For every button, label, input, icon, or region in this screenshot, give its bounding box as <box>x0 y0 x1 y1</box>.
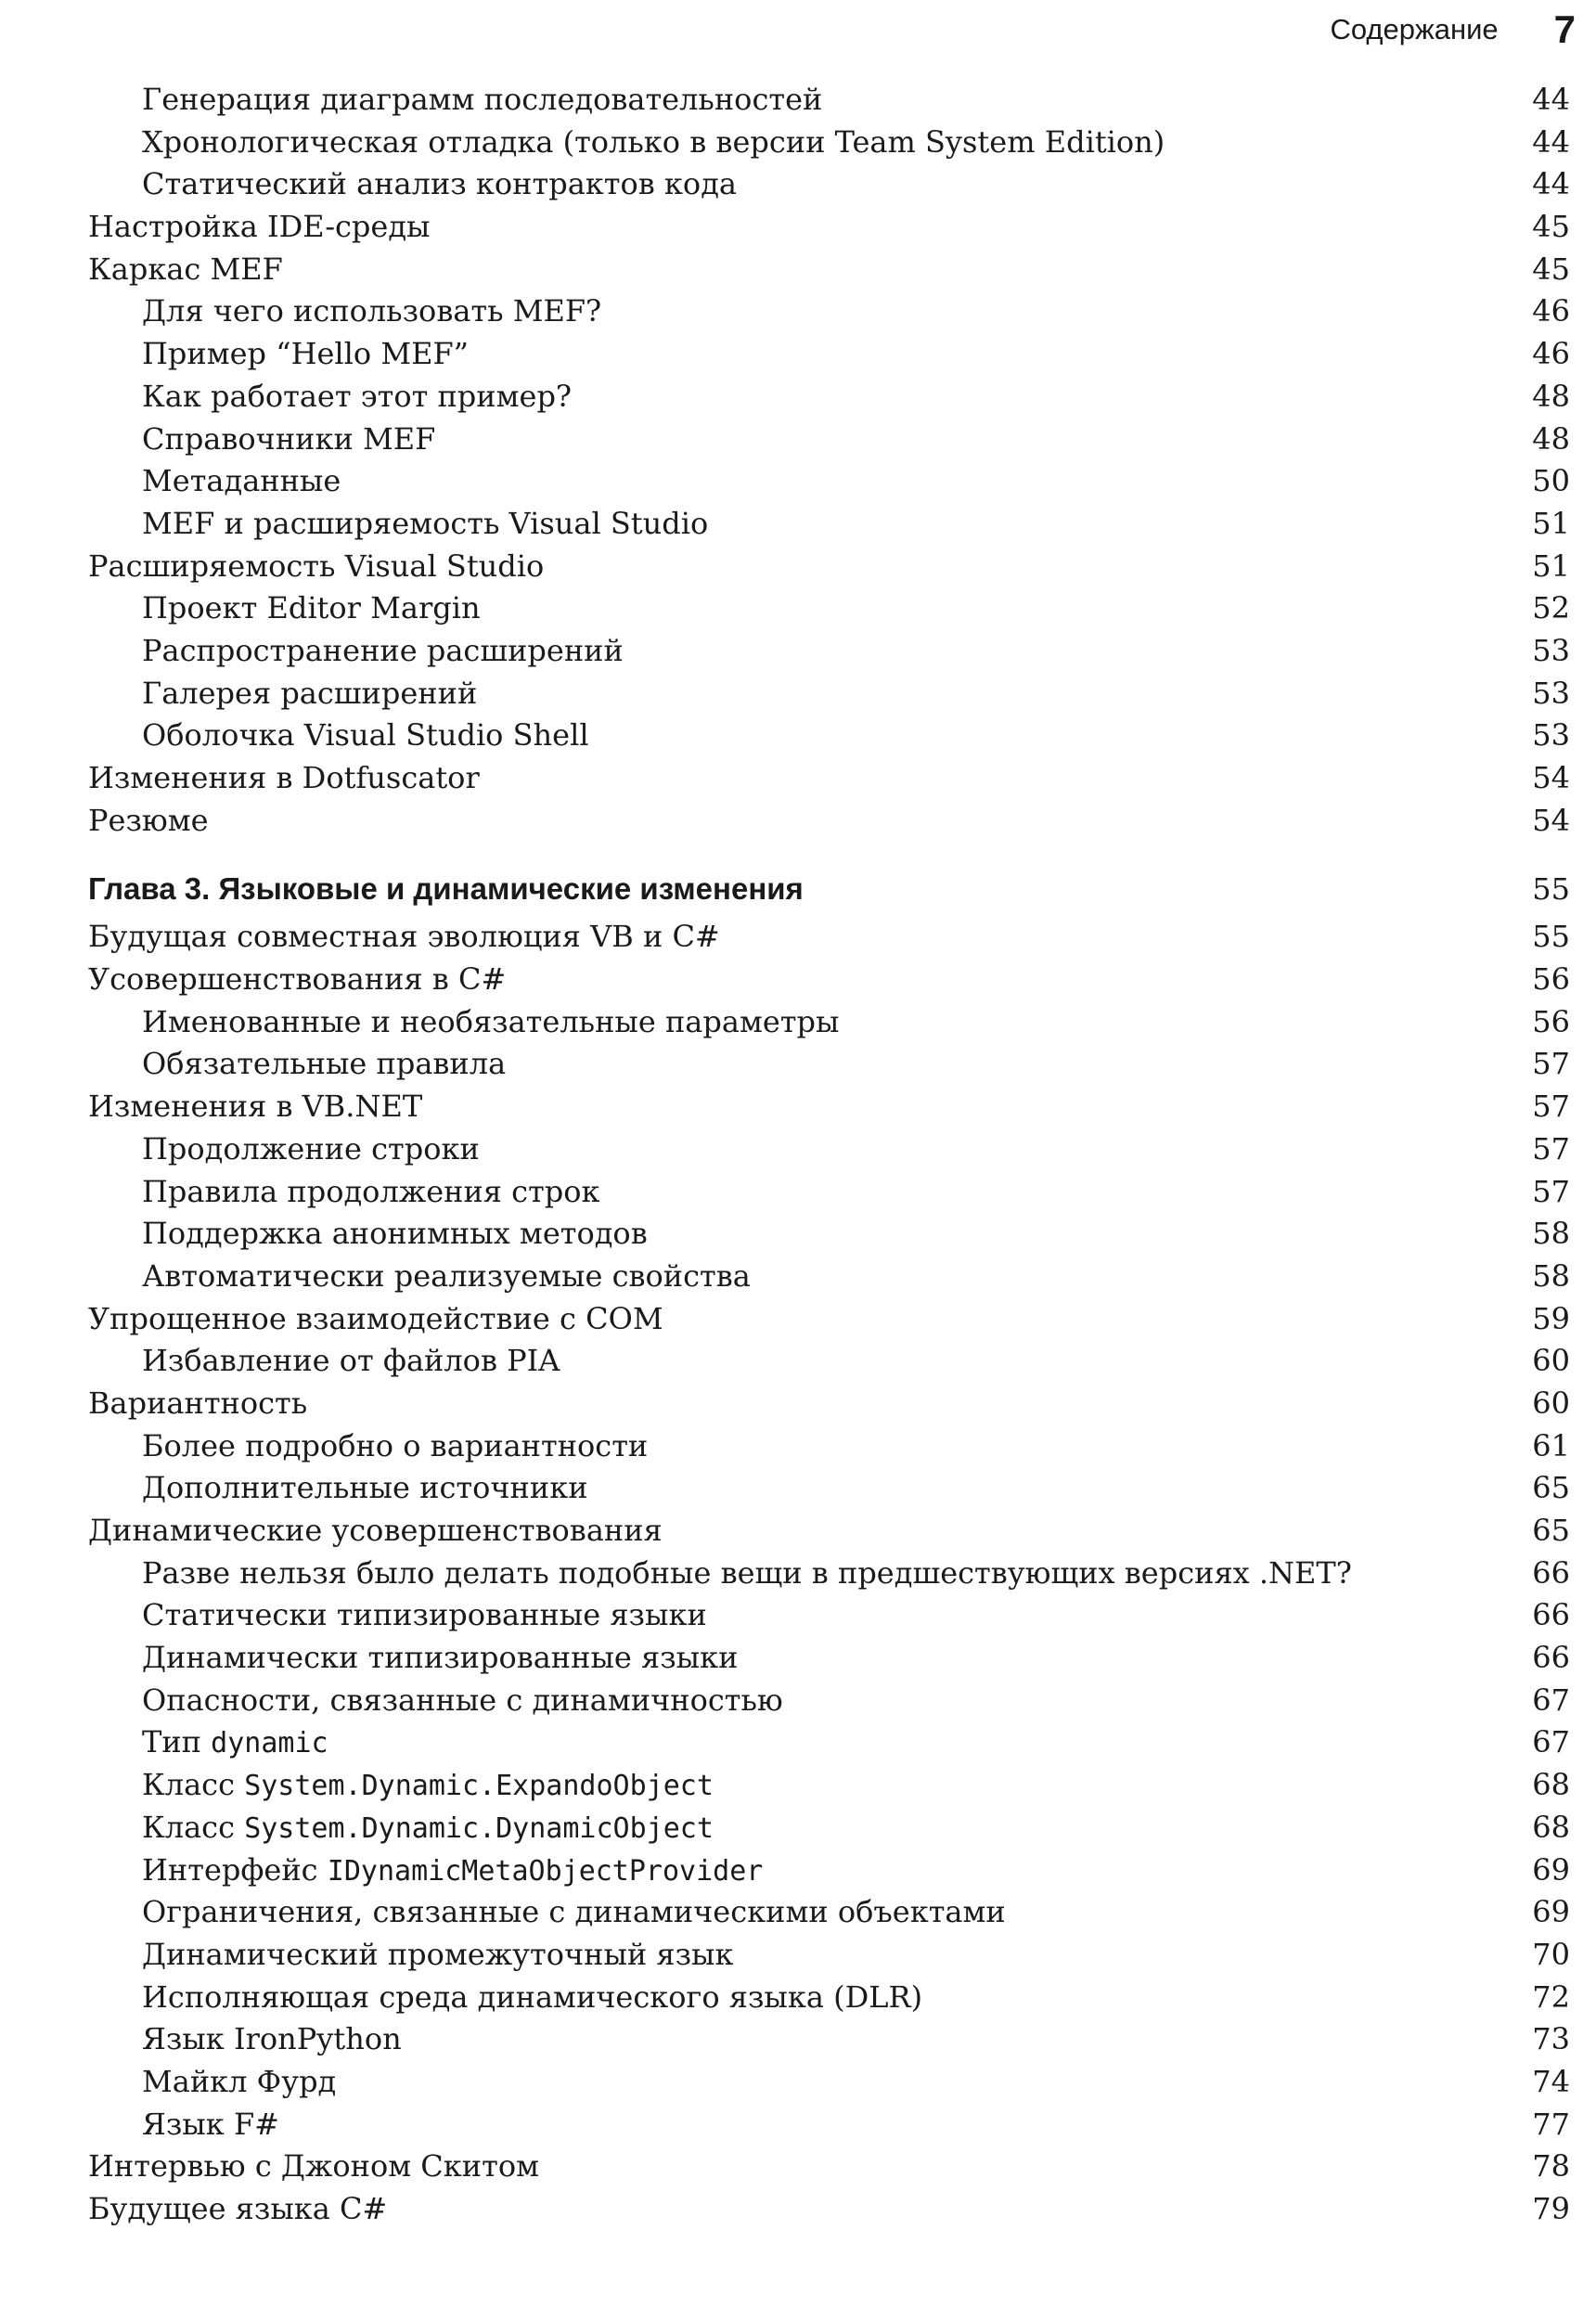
toc-entry-title <box>88 293 601 329</box>
toc-entry-title <box>88 1894 1006 1929</box>
toc-entry-text: Класс <box>142 1767 245 1803</box>
toc-page-number: 59 <box>1532 1300 1570 1336</box>
toc-entry-text: Динамически типизированные языки <box>142 1640 739 1676</box>
toc-subentry[interactable] <box>88 1810 1577 1852</box>
toc-subentry[interactable] <box>88 2021 1577 2064</box>
toc-entry-text: Опасности, связанные с динамичностью <box>142 1682 783 1718</box>
toc-entry-title <box>88 506 708 541</box>
toc-page-number: 48 <box>1532 420 1570 457</box>
toc-entry-title <box>88 1343 560 1378</box>
toc-page-number: 54 <box>1532 760 1570 795</box>
toc-entry-title <box>88 421 435 457</box>
toc-entry-title <box>88 1979 922 2015</box>
toc-entry-title <box>88 1682 783 1718</box>
toc-entry-title <box>88 871 804 907</box>
toc-page-number: 67 <box>1532 1724 1570 1760</box>
toc-entry-title <box>88 717 589 753</box>
toc-entry[interactable] <box>88 760 1577 803</box>
toc-entry-text: Хронологическая отладка (только в версии Team System Edition) <box>142 123 1165 160</box>
toc-entry-text: Автоматически реализуемые свойства <box>142 1257 751 1294</box>
toc-page-number: 44 <box>1532 82 1570 117</box>
toc-entry-text: Поддержка анонимных методов <box>142 1216 648 1252</box>
toc-subentry[interactable] <box>88 1470 1577 1513</box>
toc-entry-title <box>88 1470 588 1505</box>
toc-entry-text: Статический анализ контрактов кода <box>142 166 737 202</box>
toc-subentry[interactable] <box>88 1894 1577 1937</box>
toc-page-number: 52 <box>1532 590 1570 626</box>
toc-entry-text: Класс <box>142 1809 245 1845</box>
toc-page-number: 60 <box>1532 1385 1570 1421</box>
toc-entry-title <box>88 1216 648 1251</box>
toc-page-number: 74 <box>1532 2063 1570 2099</box>
toc-entry-text: MEF и расширяемость Visual Studio <box>142 505 709 541</box>
toc-entry-title <box>88 2021 402 2056</box>
toc-entry-title <box>88 1004 839 1039</box>
toc-entry-title <box>88 2107 279 2142</box>
toc-page-number: 53 <box>1532 717 1570 754</box>
toc-page-number: 70 <box>1532 1936 1570 1972</box>
toc-subentry[interactable] <box>88 421 1577 464</box>
toc-entry-title <box>88 633 624 668</box>
toc-entry[interactable] <box>88 919 1577 961</box>
toc-entry-code: System.Dynamic.ExpandoObject <box>244 1770 714 1803</box>
toc-page-number: 67 <box>1532 1682 1570 1718</box>
toc-entry-title <box>88 2148 539 2184</box>
toc-subentry[interactable] <box>88 82 1577 124</box>
toc-subentry[interactable] <box>88 1640 1577 1682</box>
toc-entry-text: Тип <box>142 1724 212 1760</box>
toc-page-number: 66 <box>1532 1597 1570 1633</box>
toc-entry-title <box>88 961 506 997</box>
toc-entry-title <box>88 1131 480 1166</box>
running-head-title: Содержание <box>1330 13 1499 45</box>
toc-subentry[interactable] <box>88 1428 1577 1471</box>
toc-entry-text: Метаданные <box>142 463 341 499</box>
toc-entry-title <box>88 166 737 201</box>
toc-entry-text: Изменения в Dotfuscator <box>88 760 480 795</box>
toc-entry-text: Дополнительные источники <box>142 1470 588 1506</box>
toc-entry-title <box>88 463 341 498</box>
toc-entry-text: Каркас MEF <box>88 251 283 287</box>
toc-entry-text: Обязательные правила <box>142 1046 507 1082</box>
toc-page-number: 55 <box>1532 871 1570 908</box>
toc-entry-title <box>88 590 481 625</box>
toc-entry-text: Галерея расширений <box>142 675 478 711</box>
running-head <box>1330 4 1576 56</box>
toc-entry[interactable] <box>88 961 1577 1004</box>
toc-subentry[interactable] <box>88 717 1577 760</box>
toc-entry-text: Правила продолжения строк <box>142 1173 600 1209</box>
toc-page-number: 56 <box>1532 961 1570 998</box>
toc-page-number: 79 <box>1532 2191 1570 2226</box>
toc-page-number: 46 <box>1532 336 1570 372</box>
toc-entry-text: Усовершенствования в C# <box>88 961 507 998</box>
toc-entry-text: Справочники MEF <box>142 420 436 457</box>
toc-page-number: 66 <box>1532 1554 1570 1591</box>
toc-entry-title <box>88 124 1165 160</box>
toc-page-number: 54 <box>1532 802 1570 838</box>
toc-page-number: 61 <box>1532 1427 1570 1463</box>
toc-entry-title <box>88 1640 738 1675</box>
toc-entry-title <box>88 1513 663 1548</box>
toc-entry-text: Оболочка Visual Studio Shell <box>142 717 589 754</box>
toc-subentry[interactable] <box>88 293 1577 336</box>
toc-entry-text: Проект Editor Margin <box>142 590 481 626</box>
toc-subentry[interactable] <box>88 1979 1577 2022</box>
toc-subentry[interactable] <box>88 1937 1577 1979</box>
toc-entry-title <box>88 1046 506 1081</box>
toc-entry-title <box>88 1386 307 1421</box>
toc-entry[interactable] <box>88 1301 1577 1344</box>
toc-entry-text: Динамический промежуточный язык <box>142 1936 734 1972</box>
toc-subentry[interactable] <box>88 1174 1577 1217</box>
toc-entry[interactable] <box>88 548 1577 591</box>
toc-entry-title <box>88 1767 714 1802</box>
toc-page-number: 50 <box>1532 463 1570 499</box>
toc-page-number: 45 <box>1532 251 1570 287</box>
toc-page-number: 69 <box>1532 1894 1570 1930</box>
toc-subentry[interactable] <box>88 379 1577 421</box>
toc-page-number: 57 <box>1532 1046 1570 1082</box>
toc-page-number: 45 <box>1532 209 1570 245</box>
toc-subentry[interactable] <box>88 1343 1577 1386</box>
toc-page-number: 58 <box>1532 1257 1570 1294</box>
toc-page-number: 44 <box>1532 123 1570 160</box>
toc-subentry[interactable] <box>88 336 1577 379</box>
toc-page-number: 46 <box>1532 293 1570 329</box>
toc-subentry[interactable] <box>88 506 1577 548</box>
toc-entry-title <box>88 1937 734 1972</box>
toc-subentry[interactable] <box>88 2064 1577 2107</box>
toc-entry-text: Более подробно о вариантности <box>142 1427 649 1463</box>
toc-subentry[interactable] <box>88 124 1577 167</box>
toc-entry-text: Расширяемость Visual Studio <box>88 548 545 584</box>
toc-page-number: 72 <box>1532 1978 1570 2015</box>
toc-entry-text: Изменения в VB.NET <box>88 1089 423 1125</box>
toc-subentry[interactable] <box>88 463 1577 506</box>
toc-entry-text: Язык F# <box>142 2106 279 2142</box>
toc-entry-text: Статически типизированные языки <box>142 1597 707 1633</box>
page-number: 7 <box>1553 7 1576 51</box>
toc-entry-title <box>88 1428 648 1463</box>
toc-entry[interactable] <box>88 2148 1577 2191</box>
toc-entry-text: Динамические усовершенствования <box>88 1513 663 1548</box>
toc-entry-text: Избавление от файлов PIA <box>142 1343 560 1379</box>
toc-entry-title <box>88 82 822 117</box>
toc-entry-title <box>88 803 209 838</box>
toc-entry-title <box>88 2191 387 2226</box>
toc-entry-text: Резюме <box>88 802 209 838</box>
toc-subentry[interactable] <box>88 1216 1577 1258</box>
toc-entry-title <box>88 1555 1352 1591</box>
toc-page-number: 53 <box>1532 675 1570 711</box>
toc-page-number: 66 <box>1532 1640 1570 1676</box>
toc-page-number: 78 <box>1532 2148 1570 2185</box>
toc-entry-text: Интервью с Джоном Скитом <box>88 2148 539 2185</box>
toc-page-number: 73 <box>1532 2021 1570 2057</box>
table-of-contents <box>88 82 1577 2234</box>
toc-subentry[interactable] <box>88 1852 1577 1895</box>
toc-page-number: 58 <box>1532 1216 1570 1252</box>
toc-subentry[interactable] <box>88 1597 1577 1640</box>
toc-subentry[interactable] <box>88 1258 1577 1301</box>
toc-page-number: 65 <box>1532 1470 1570 1506</box>
toc-entry-title <box>88 760 480 795</box>
toc-entry-title <box>88 1301 663 1336</box>
toc-page-number: 57 <box>1532 1173 1570 1209</box>
toc-page-number: 51 <box>1532 548 1570 584</box>
toc-entry-title <box>88 209 431 244</box>
toc-entry-title <box>88 548 544 584</box>
toc-entry-title <box>88 1810 714 1845</box>
toc-entry-code: System.Dynamic.DynamicObject <box>244 1811 714 1845</box>
toc-page-number: 51 <box>1532 505 1570 541</box>
toc-entry-text: Распространение расширений <box>142 632 624 668</box>
toc-page-number: 68 <box>1532 1767 1570 1803</box>
toc-entry-title <box>88 1597 707 1632</box>
toc-subentry[interactable] <box>88 1682 1577 1725</box>
toc-entry[interactable] <box>88 2191 1577 2234</box>
toc-entry-text: Продолжение строки <box>142 1130 480 1166</box>
toc-entry-text: Ограничения, связанные с динамическими объектами <box>142 1894 1006 1930</box>
toc-page-number: 56 <box>1532 1003 1570 1039</box>
toc-subentry[interactable] <box>88 1767 1577 1810</box>
toc-entry-text: Именованные и необязательные параметры <box>142 1003 840 1039</box>
toc-entry-title <box>88 379 572 414</box>
toc-subentry[interactable] <box>88 1724 1577 1767</box>
toc-page-number: 55 <box>1532 919 1570 955</box>
toc-entry-text: Генерация диаграмм последовательностей <box>142 82 823 117</box>
toc-subentry[interactable] <box>88 1046 1577 1089</box>
toc-entry-text: Пример “Hello MEF” <box>142 336 469 372</box>
toc-page-number: 69 <box>1532 1851 1570 1888</box>
toc-entry-code: dynamic <box>211 1727 328 1760</box>
toc-entry[interactable] <box>88 1513 1577 1555</box>
toc-subentry[interactable] <box>88 633 1577 676</box>
toc-entry-text: Настройка IDE-среды <box>88 209 431 245</box>
toc-entry-code: IDynamicMetaObjectProvider <box>327 1854 764 1888</box>
toc-subentry[interactable] <box>88 166 1577 209</box>
toc-entry-text: Упрощенное взаимодействие с COM <box>88 1300 663 1336</box>
toc-entry[interactable] <box>88 209 1577 251</box>
toc-subentry[interactable] <box>88 676 1577 718</box>
toc-entry-text: Майкл Фурд <box>142 2063 337 2099</box>
chapter-heading[interactable] <box>88 850 1577 919</box>
toc-page-number: 60 <box>1532 1343 1570 1379</box>
toc-subentry[interactable] <box>88 1004 1577 1047</box>
toc-subentry[interactable] <box>88 590 1577 633</box>
toc-page-number: 44 <box>1532 166 1570 202</box>
toc-subentry[interactable] <box>88 2107 1577 2149</box>
toc-page-number: 65 <box>1532 1513 1570 1548</box>
toc-entry-text: Разве нельзя было делать подобные вещи в предшествующих версиях .NET? <box>142 1554 1352 1591</box>
toc-entry[interactable] <box>88 803 1577 845</box>
toc-entry-title <box>88 1852 763 1888</box>
toc-entry[interactable] <box>88 1386 1577 1428</box>
toc-subentry[interactable] <box>88 1131 1577 1174</box>
toc-entry-text: Будущее языка C# <box>88 2191 388 2226</box>
toc-subentry[interactable] <box>88 1555 1577 1598</box>
toc-entry-text: Вариантность <box>88 1385 308 1421</box>
toc-entry-text: Интерфейс <box>142 1851 328 1888</box>
toc-entry-text: Язык IronPython <box>142 2021 402 2057</box>
toc-entry-title <box>88 2064 336 2099</box>
toc-page-number: 68 <box>1532 1809 1570 1845</box>
toc-entry-title <box>88 1089 422 1124</box>
toc-entry-text: Для чего использовать MEF? <box>142 293 602 329</box>
toc-page-number: 53 <box>1532 632 1570 668</box>
toc-entry-title <box>88 1174 600 1209</box>
toc-entry-text: Будущая совместная эволюция VB и C# <box>88 919 720 955</box>
toc-entry-title <box>88 1724 328 1759</box>
toc-page-number: 57 <box>1532 1130 1570 1166</box>
toc-entry-text: Как работает этот пример? <box>142 378 573 414</box>
toc-entry-title <box>88 251 283 287</box>
toc-entry-text: Исполняющая среда динамического языка (DLR) <box>142 1978 923 2015</box>
toc-page-number: 48 <box>1532 378 1570 414</box>
toc-entry-title <box>88 676 477 711</box>
toc-page-number: 57 <box>1532 1089 1570 1125</box>
toc-page-number: 77 <box>1532 2106 1570 2142</box>
toc-entry-title <box>88 1258 751 1294</box>
toc-entry-text: Глава 3. Языковые и динамические изменения <box>88 871 804 907</box>
toc-entry[interactable] <box>88 251 1577 294</box>
toc-entry[interactable] <box>88 1089 1577 1131</box>
toc-entry-title <box>88 919 720 954</box>
toc-entry-title <box>88 336 469 371</box>
